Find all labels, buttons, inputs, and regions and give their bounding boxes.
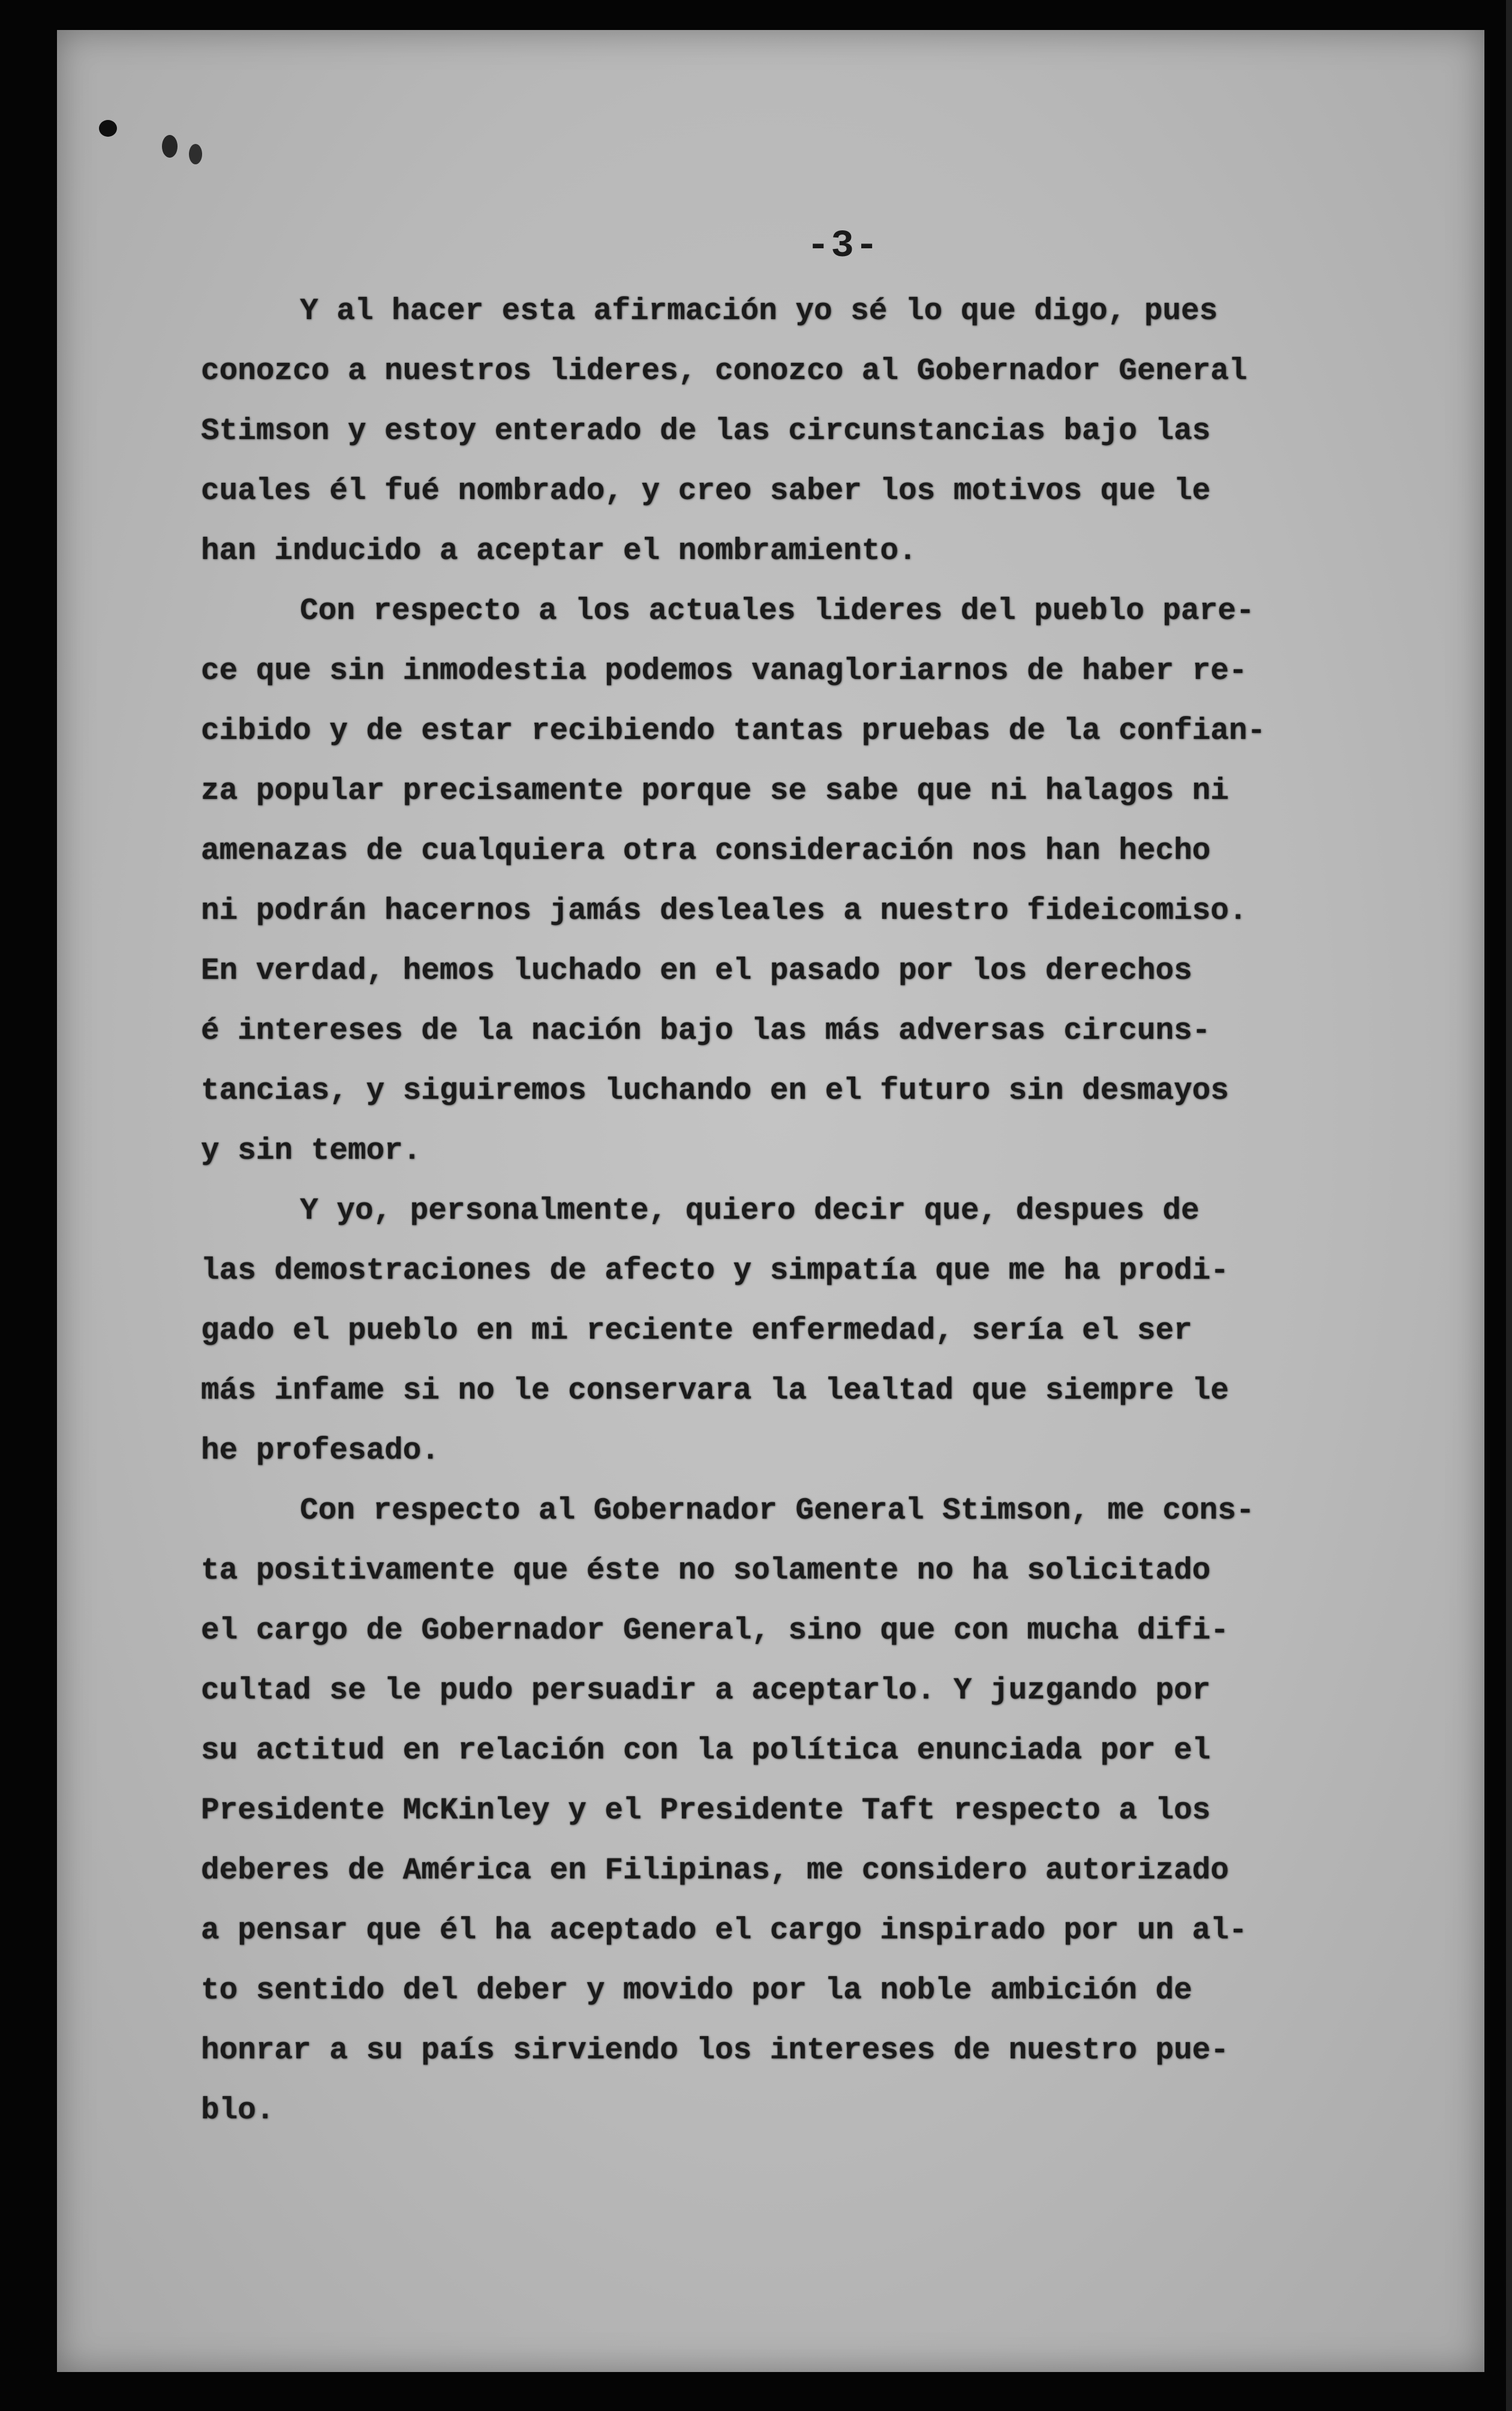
text-line: Y al hacer esta afirmación yo sé lo que digo, pues xyxy=(300,294,1218,329)
text-line: cibido y de estar recibiendo tantas pruebas de la confian- xyxy=(201,714,1266,748)
text-line: las demostraciones de afecto y simpatía que me ha prodi- xyxy=(201,1254,1229,1288)
ink-blot-mark xyxy=(189,144,202,164)
text-line: han inducido a aceptar el nombramiento. xyxy=(201,534,917,569)
text-line: deberes de América en Filipinas, me considero autorizado xyxy=(201,1854,1229,1888)
text-line: su actitud en relación con la política enunciada por el xyxy=(201,1734,1211,1768)
film-edge xyxy=(1506,0,1512,2411)
paragraph-3 xyxy=(201,1182,1298,1481)
text-line: más infame si no le conservara la lealtad que siempre le xyxy=(201,1374,1229,1408)
paragraph-2 xyxy=(201,582,1298,1182)
text-line: honrar a su país sirviendo los intereses de nuestro pue- xyxy=(201,2034,1229,2068)
text-line: ce que sin inmodestia podemos vanagloriarnos de haber re- xyxy=(201,654,1248,689)
text-line: tancias, y siguiremos luchando en el futuro sin desmayos xyxy=(201,1074,1229,1108)
text-line: Presidente McKinley y el Presidente Taft respecto a los xyxy=(201,1794,1211,1828)
text-line: ni podrán hacernos jamás desleales a nuestro fideicomiso. xyxy=(201,894,1248,928)
text-line: Stimson y estoy enterado de las circunstancias bajo las xyxy=(201,414,1211,449)
text-line: za popular precisamente porque se sabe que ni halagos ni xyxy=(201,774,1229,808)
text-line: to sentido del deber y movido por la noble ambición de xyxy=(201,1974,1192,2008)
letter-body xyxy=(201,282,1298,2141)
text-line: blo. xyxy=(201,2094,275,2128)
text-line: amenazas de cualquiera otra consideración nos han hecho xyxy=(201,834,1211,868)
text-line: é intereses de la nación bajo las más adversas circuns- xyxy=(201,1014,1211,1048)
text-line: Con respecto al Gobernador General Stimson, me cons- xyxy=(300,1494,1255,1528)
text-line: gado el pueblo en mi reciente enfermedad, sería el ser xyxy=(201,1314,1192,1348)
page-number: -3- xyxy=(807,225,880,268)
ink-blot-mark xyxy=(162,135,178,158)
paragraph-1 xyxy=(201,282,1298,582)
text-line: ta positivamente que éste no solamente no ha solicitado xyxy=(201,1554,1211,1588)
text-line: he profesado. xyxy=(201,1434,440,1468)
text-line: conozco a nuestros lideres, conozco al Gobernador General xyxy=(201,354,1248,389)
text-line: Con respecto a los actuales lideres del pueblo pare- xyxy=(300,594,1255,629)
text-line: y sin temor. xyxy=(201,1134,422,1168)
text-line: cultad se le pudo persuadir a aceptarlo. Y juzgando por xyxy=(201,1674,1211,1708)
text-line: cuales él fué nombrado, y creo saber los motivos que le xyxy=(201,474,1211,509)
text-line: En verdad, hemos luchado en el pasado por los derechos xyxy=(201,954,1192,988)
text-line: el cargo de Gobernador General, sino que con mucha difi- xyxy=(201,1614,1229,1648)
text-line: Y yo, personalmente, quiero decir que, despues de xyxy=(300,1194,1200,1228)
paragraph-4 xyxy=(201,1481,1298,2141)
ink-blot-mark xyxy=(99,120,117,137)
text-line: a pensar que él ha aceptado el cargo inspirado por un al- xyxy=(201,1914,1248,1948)
